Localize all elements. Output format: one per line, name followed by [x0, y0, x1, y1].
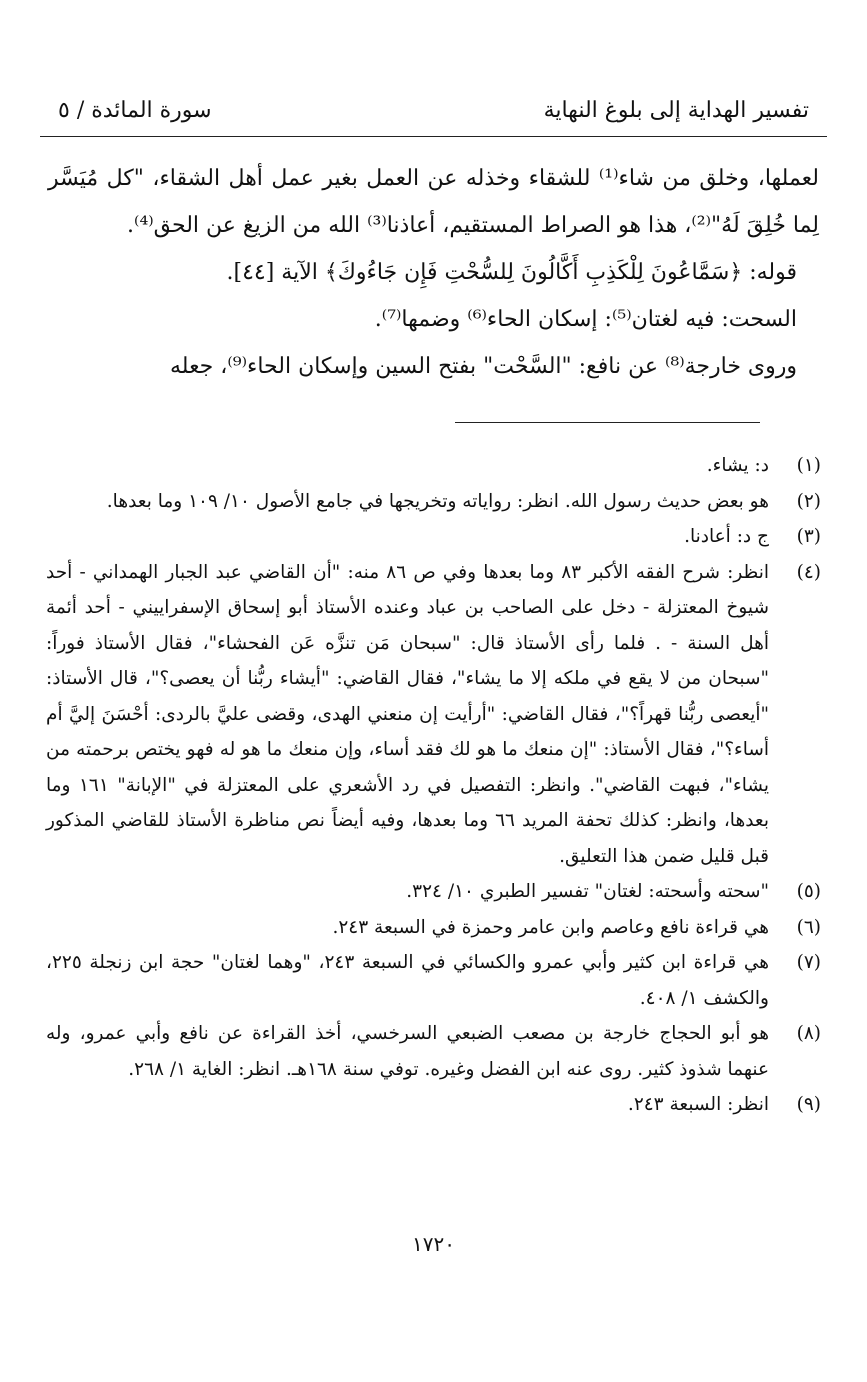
footnote-7: [46, 945, 821, 1016]
footnote-6: [46, 910, 821, 946]
footnote-2: [46, 484, 821, 520]
footnote-9: [46, 1087, 821, 1123]
book-title: تفسير الهداية إلى بلوغ النهاية: [543, 98, 809, 123]
footnote-number: (٢): [796, 490, 821, 512]
footnote-1: [46, 448, 821, 484]
footnote-text: هو أبو الحجاج خارجة بن مصعب الضبعي السرخسي، أخذ القراءة عن نافع وأبي عمرو، وله عنهما شذوذ كثير. روى عنه ابن الفضل وغيره. توفي سنة ١٦٨هـ. انظر: الغاية ١/ ٢٦٨.: [46, 1023, 769, 1080]
running-header: [40, 92, 827, 132]
paragraph-1: لعملها، وخلق من شاء⁽¹⁾ للشقاء وخذله عن العمل بغير عمل أهل الشقاء، "كل مُيَسَّر لِما خُلِقَ لَهُ"⁽²⁾، هذا هو الصراط المستقيم، أعاذنا⁽³⁾ الله من الزيغ عن الحق⁽⁴⁾.: [48, 166, 819, 238]
footnote-number: (٦): [796, 916, 821, 938]
footnote-number: (٨): [796, 1023, 821, 1044]
footnote-text: هي قراءة نافع وعاصم وابن عامر وحمزة في السبعة ٢٤٣.: [332, 916, 769, 938]
footnote-number: (٥): [796, 881, 821, 902]
footnote-8: [46, 1016, 821, 1087]
header-rule: [40, 136, 827, 137]
paragraph-3: السحت: فيه لغتان⁽⁵⁾: إسكان الحاء⁽⁶⁾ وضمها⁽⁷⁾.: [374, 307, 797, 332]
page-number: ١٧٢٠: [412, 1232, 455, 1256]
footnote-4: [46, 555, 821, 875]
footnote-text: انظر: شرح الفقه الأكبر ٨٣ وما بعدها وفي ص ٨٦ منه: "أن القاضي عبد الجبار الهمداني - أحد شيوخ المعتزلة - دخل على الصاحب بن عباد وعنده الأستاذ أبو إسحاق الإسفراييني - أحد أئمة أهل السنة - . فلما رأى الأستاذ قال: "سبحان مَن تنزَّه عَن الفحشاء"، فقال الأستاذ فوراً: "سبحان من لا يقع في ملكه إلا ما يشاء"، فقال القاضي: "أيشاء ربُّنا أن يعصى؟"، قال الأستاذ: "أيعصى ربُّنا قهراً؟"، فقال القاضي: "أرأيت إن منعني الهدى، وقضى عليَّ بالردى: أحْسَنَ إليَّ أم أساء؟"، فقال الأستاذ: "إن منعك ما هو لك فقد أساء، وإن منعك ما هو له فهو يختص برحمته من يشاء"، فبهت القاضي". وانظر: التفصيل في رد الأشعري على المعتزلة في "الإبانة" ١٦١ وما بعدها، وانظر: كذلك تحفة المريد ٦٦ وما بعدها، وفيه أيضاً نص مناظرة الأستاذ للقاضي المذكور قبل قليل ضمن هذا التعليق.: [46, 561, 770, 867]
surah-label: سورة المائدة / ٥: [58, 98, 212, 123]
footnote-number: (٣): [796, 526, 821, 547]
footnote-number: (٩): [796, 1094, 821, 1115]
footnote-number: (٧): [796, 952, 821, 973]
footnote-text: د: يشاء.: [706, 455, 769, 476]
main-text: [48, 155, 819, 390]
footnote-text: هي قراءة ابن كثير وأبي عمرو والكسائي في السبعة ٢٤٣، "وهما لغتان" حجة ابن زنجلة ٢٢٥، والكشف ١/ ٤٠٨.: [46, 952, 769, 1009]
paragraph-4: وروى خارجة⁽⁸⁾ عن نافع: "السَّحْت" بفتح السين وإسكان الحاء⁽⁹⁾، جعله: [169, 354, 797, 379]
footnote-5: [46, 874, 821, 910]
footnote-text: ج د: أعادنا.: [684, 526, 769, 547]
footnote-number: (٤): [796, 561, 821, 583]
footnote-number: (١): [796, 455, 821, 476]
footnote-text: انظر: السبعة ٢٤٣.: [627, 1094, 769, 1115]
footnote-separator: [455, 422, 760, 423]
footnote-text: "سحته وأسحته: لغتان" تفسير الطبري ١٠/ ٣٢٤.: [406, 881, 769, 902]
paragraph-2: قوله: ﴿سَمَّاعُونَ لِلْكَذِبِ أَكَّالُونَ لِلسُّحْتِ فَإِن جَاءُوكَ﴾ الآية [٤٤].: [226, 260, 797, 285]
footnotes: [46, 448, 821, 1123]
footnote-3: [46, 519, 821, 555]
footnote-text: هو بعض حديث رسول الله. انظر: رواياته وتخريجها في جامع الأصول ١٠/ ١٠٩ وما بعدها.: [106, 490, 769, 512]
